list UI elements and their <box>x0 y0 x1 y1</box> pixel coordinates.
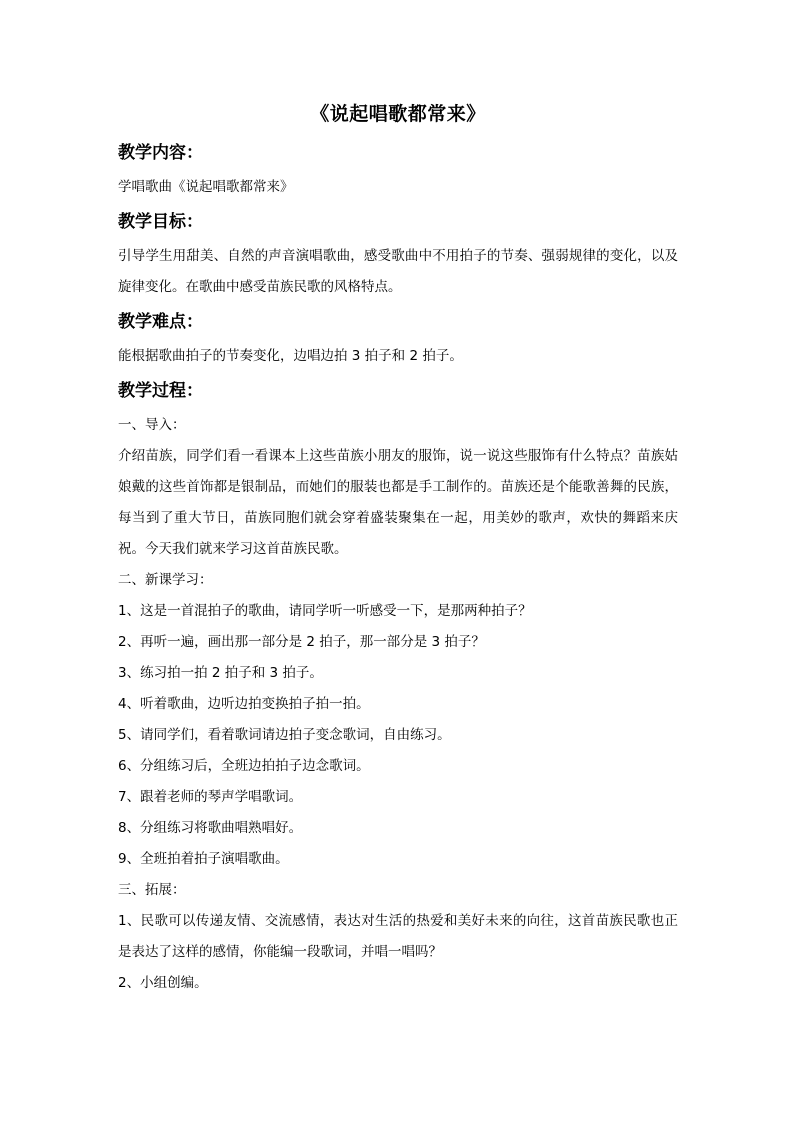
list-item: 5、请同学们，看着歌词请边拍子变念歌词，自由练习。 <box>118 727 451 743</box>
list-item: 1、民歌可以传递友情、交流感情，表达对生活的热爱和美好未来的向往，这首苗族民歌也正是表达了这样的感情，你能编一段歌词，并唱一唱吗？ <box>118 913 678 960</box>
intro-text: 介绍苗族，同学们看一看课本上这些苗族小朋友的服饰，说一说这些服饰有什么特点？苗族姑娘戴的这些首饰都是银制品，而她们的服装也都是手工制作的。苗族还是个能歌善舞的民族，每当到了重大节日，苗族同胞们就会穿着盛装聚集在一起，用美妙的歌声，欢快的舞蹈来庆祝。今天我们就来学习这首苗族民歌。 <box>118 448 678 557</box>
intro-title: 一、导入： <box>118 417 186 433</box>
section-heading-process: 教学过程： <box>118 381 203 401</box>
expand-title: 三、拓展： <box>118 882 186 898</box>
list-item: 6、分组练习后，全班边拍拍子边念歌词。 <box>118 758 370 774</box>
list-item: 7、跟着老师的琴声学唱歌词。 <box>118 789 303 805</box>
document-title: 《说起唱歌都常来》 <box>310 103 486 125</box>
goals-text: 引导学生用甜美、自然的声音演唱歌曲，感受歌曲中不用拍子的节奏、强弱规律的变化，以及旋律变化。在歌曲中感受苗族民歌的风格特点。 <box>118 248 678 295</box>
section-goals <box>118 209 678 303</box>
section-difficulty <box>118 309 678 372</box>
list-item: 4、听着歌曲，边听边拍变换拍子拍一拍。 <box>118 696 370 712</box>
list-item: 8、分组练习将歌曲唱熟唱好。 <box>118 820 303 836</box>
new-lesson-title: 二、新课学习： <box>118 572 213 588</box>
document-page <box>118 100 678 1005</box>
section-heading-content: 教学内容： <box>118 143 203 163</box>
list-item: 1、这是一首混拍子的歌曲，请同学听一听感受一下，是那两种拍子？ <box>118 603 532 619</box>
section-heading-goals: 教学目标： <box>118 212 203 232</box>
list-item: 9、全班拍着拍子演唱歌曲。 <box>118 851 289 867</box>
list-item: 2、再听一遍，画出那一部分是 2 拍子，那一部分是 3 拍子？ <box>118 634 485 650</box>
section-process <box>118 378 678 999</box>
list-item: 2、小组创编。 <box>118 975 208 991</box>
section-content <box>118 140 678 203</box>
content-text: 学唱歌曲《说起唱歌都常来》 <box>118 179 294 195</box>
difficulty-text: 能根据歌曲拍子的节奏变化，边唱边拍 3 拍子和 2 拍子。 <box>118 348 463 364</box>
section-heading-difficulty: 教学难点： <box>118 312 203 332</box>
list-item: 3、练习拍一拍 2 拍子和 3 拍子。 <box>118 665 323 681</box>
